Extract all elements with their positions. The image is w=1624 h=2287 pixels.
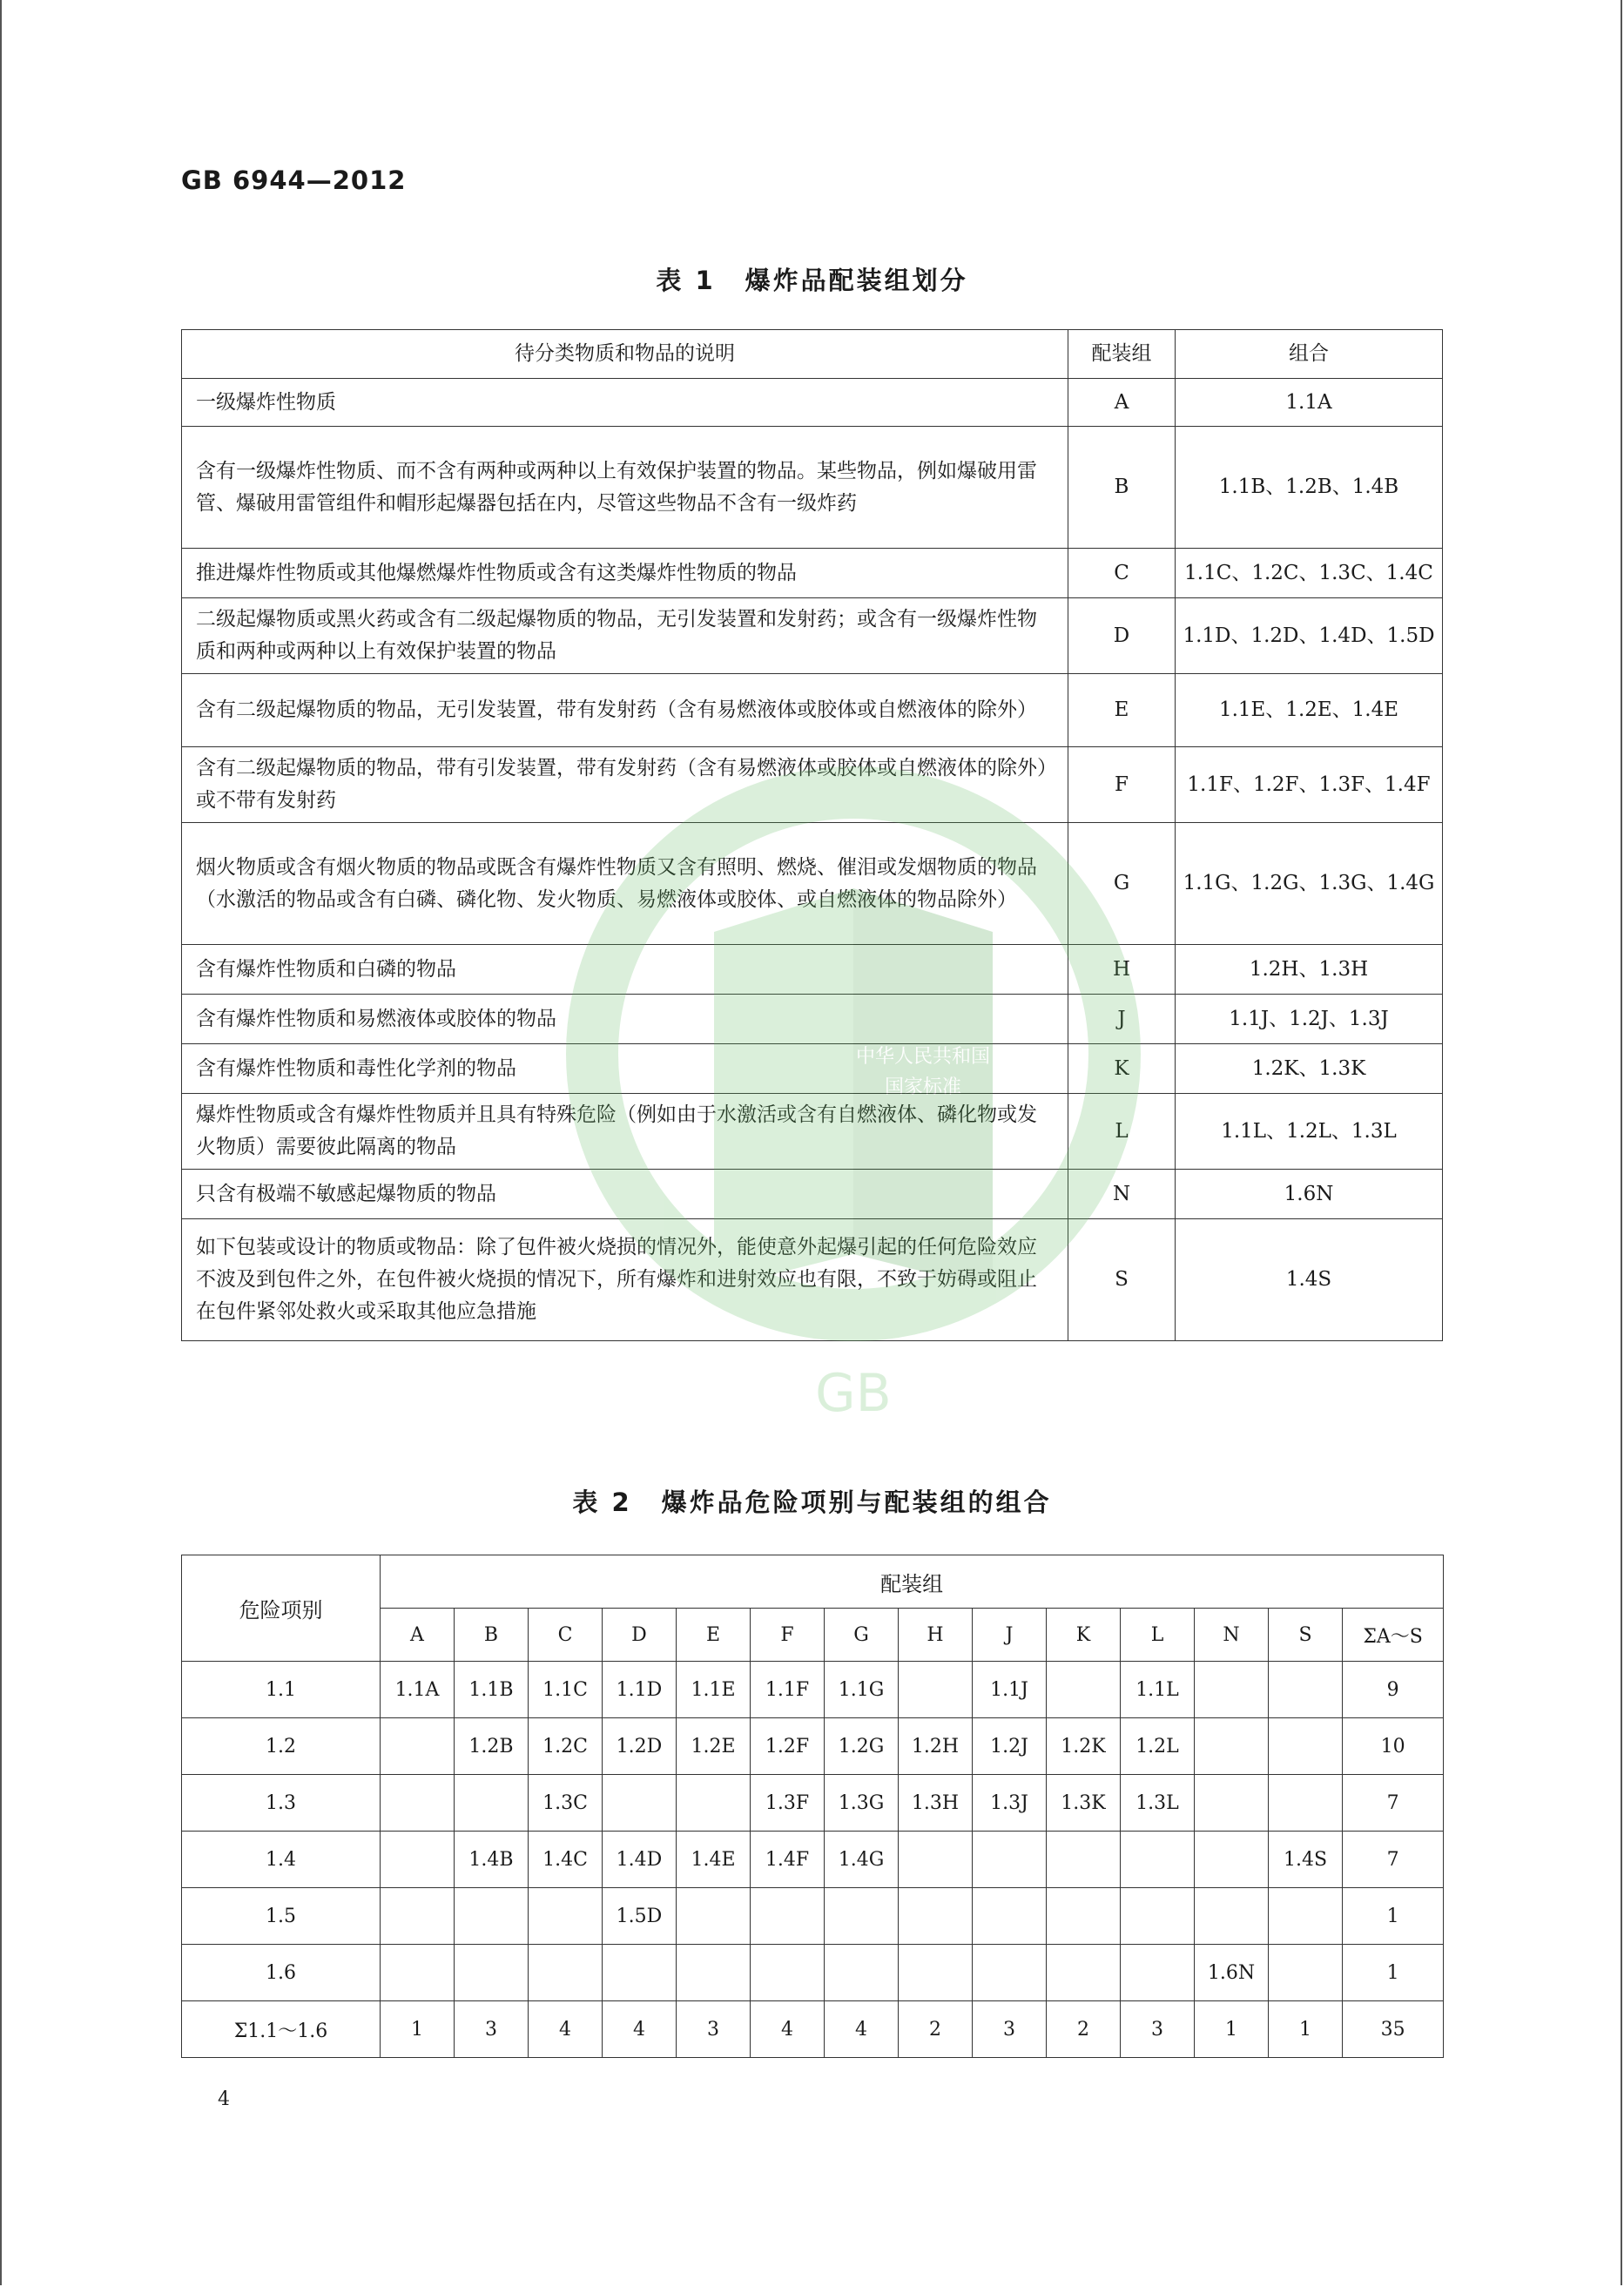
table1-group-cell: C [1068,549,1176,598]
table2-cell: 1.4D [603,1832,677,1888]
table2-cell: 1.4S [1269,1832,1343,1888]
table2-cell [381,1832,455,1888]
table2-row [182,1888,1444,1945]
table2-cell [1121,1832,1195,1888]
table2-cell [1195,1832,1269,1888]
table1-combination-cell: 1.1J、1.2J、1.3J [1176,995,1443,1044]
table2-column-header: H [899,1609,973,1662]
table2-cell [899,1662,973,1718]
table2-cell [677,1945,751,2001]
table2-cell: 3 [677,2001,751,2058]
table2-cell: 1.1E [677,1662,751,1718]
table1-header-combination: 组合 [1176,330,1443,379]
table1-group-cell: D [1068,598,1176,674]
table2-cell: 1.2B [455,1718,529,1775]
table2-row [182,1662,1444,1718]
table2-cell: 1 [1343,1945,1444,2001]
table2-cell [603,1775,677,1832]
table1-row [182,823,1443,945]
table2-cell [1121,1888,1195,1945]
table2-cell [381,1775,455,1832]
table2-cell [529,1945,603,2001]
table1-combination-cell: 1.1A [1176,379,1443,427]
table1-combination-cell: 1.1C、1.2C、1.3C、1.4C [1176,549,1443,598]
table2-column-header: A [381,1609,455,1662]
page-number: 4 [218,2088,230,2110]
table2-column-header: S [1269,1609,1343,1662]
table2-row [182,2001,1444,2058]
table1-header-row [182,330,1443,379]
table2-cell: 1.1A [381,1662,455,1718]
watermark-book-text-2: 国家标准 [884,1076,962,1098]
table1-row [182,945,1443,995]
table2-cell: 1.4E [677,1832,751,1888]
table2-cell [1269,1775,1343,1832]
table2-cell: 4 [603,2001,677,2058]
table2-cell: 1.2L [1121,1718,1195,1775]
table2-cell [751,1945,825,2001]
table1-group-cell: G [1068,823,1176,945]
table2-column-header: E [677,1609,751,1662]
table2-cell: 1.2J [973,1718,1047,1775]
table2-column-header: L [1121,1609,1195,1662]
table1-description-cell: 推进爆炸性物质或其他爆燃爆炸性物质或含有这类爆炸性物质的物品 [182,549,1068,598]
table2-column-header: F [751,1609,825,1662]
table2-cell [751,1888,825,1945]
table2-cell: 10 [1343,1718,1444,1775]
table2-cell [973,1945,1047,2001]
table2-cell: 1.2K [1047,1718,1121,1775]
table1-group-cell: B [1068,427,1176,549]
table2-cell [1195,1662,1269,1718]
table1-description-cell: 二级起爆物质或黑火药或含有二级起爆物质的物品，无引发装置和发射药；或含有一级爆炸性物质和两种或两种以上有效保护装置的物品 [182,598,1068,674]
table1-description-cell: 含有爆炸性物质和毒性化学剂的物品 [182,1044,1068,1094]
table2-cell: 1 [381,2001,455,2058]
table2-cell: 1.4C [529,1832,603,1888]
table2-cell [381,1945,455,2001]
hazard-division-combination-table [181,1555,1444,2058]
table2-cell: 7 [1343,1775,1444,1832]
table2-cell [1195,1718,1269,1775]
table2-cell [899,1888,973,1945]
table1-caption [0,261,1624,297]
table2-cell [899,1945,973,2001]
table1-description-cell: 一级爆炸性物质 [182,379,1068,427]
table2-caption [0,1483,1624,1519]
table2-cell: 1.3G [825,1775,899,1832]
table2-cell: 1.3J [973,1775,1047,1832]
table2-cell [1269,1718,1343,1775]
table2-header-compatibility-group: 配装组 [381,1555,1444,1609]
table2-header-row [182,1555,1444,1609]
table2-cell: 1.1B [455,1662,529,1718]
table2-division-label: 1.5 [182,1888,381,1945]
table2-cell: 1.6N [1195,1945,1269,2001]
table2-cell: 1.4F [751,1832,825,1888]
table2-division-label: 1.6 [182,1945,381,2001]
table2-cell: 3 [973,2001,1047,2058]
table1-combination-cell: 1.6N [1176,1170,1443,1219]
table1-combination-cell: 1.1L、1.2L、1.3L [1176,1094,1443,1170]
table2-division-label: 1.2 [182,1718,381,1775]
table2-cell: 1.2G [825,1718,899,1775]
table2-cell [1269,1888,1343,1945]
table2-cell: 1.1J [973,1662,1047,1718]
table1-group-cell: N [1068,1170,1176,1219]
table2-cell: 1.4B [455,1832,529,1888]
table2-cell: 4 [751,2001,825,2058]
table2-cell [1269,1945,1343,2001]
table1-group-cell: A [1068,379,1176,427]
table2-cell: 1 [1343,1888,1444,1945]
table2-cell [899,1832,973,1888]
table2-row [182,1718,1444,1775]
table2-division-label: 1.3 [182,1775,381,1832]
table1-description-cell: 烟火物质或含有烟火物质的物品或既含有爆炸性物质又含有照明、燃烧、催泪或发烟物质的物品（水激活的物品或含有白磷、磷化物、发火物质、易燃液体或胶体、或自燃液体的物品除外） [182,823,1068,945]
table2-cell: 3 [455,2001,529,2058]
table2-division-label: 1.4 [182,1832,381,1888]
table2-cell: 3 [1121,2001,1195,2058]
table1-header-group: 配装组 [1068,330,1176,379]
table2-cell: 1.2C [529,1718,603,1775]
table2-cell: 1.5D [603,1888,677,1945]
table2-cell [1047,1888,1121,1945]
table2-cell: 1 [1269,2001,1343,2058]
table2-cell: 1.1C [529,1662,603,1718]
table1-row [182,995,1443,1044]
table1-header-description: 待分类物质和物品的说明 [182,330,1068,379]
table1-group-cell: J [1068,995,1176,1044]
table2-cell: 1.1F [751,1662,825,1718]
table2-cell [1195,1888,1269,1945]
table2-cell [529,1888,603,1945]
table2-cell [455,1945,529,2001]
table2-cell [1047,1662,1121,1718]
table1-combination-cell: 1.1E、1.2E、1.4E [1176,674,1443,747]
table1-description-cell: 如下包装或设计的物质或物品：除了包件被火烧损的情况外，能使意外起爆引起的任何危险效应不波及到包件之外，在包件被火烧损的情况下，所有爆炸和进射效应也有限，不致于妨碍或阻止在包件紧邻处救火或采取其他应急措施 [182,1219,1068,1341]
table1-combination-cell: 1.2K、1.3K [1176,1044,1443,1094]
table2-cell [455,1775,529,1832]
standard-code: GB 6944—2012 [181,165,407,195]
table1-description-cell: 含有一级爆炸性物质、而不含有两种或两种以上有效保护装置的物品。某些物品，例如爆破用雷管、爆破用雷管组件和帽形起爆器包括在内，尽管这些物品不含有一级炸药 [182,427,1068,549]
table2-row [182,1832,1444,1888]
table2-header-hazard-division: 危险项别 [182,1555,381,1662]
table1-row [182,747,1443,823]
table2-cell [677,1888,751,1945]
table2-column-header: D [603,1609,677,1662]
table2-cell [973,1888,1047,1945]
table2-division-label: Σ1.1～1.6 [182,2001,381,2058]
table2-cell: 1.3H [899,1775,973,1832]
table2-cell: 7 [1343,1832,1444,1888]
table1-row [182,598,1443,674]
table2-cell: 1.2H [899,1718,973,1775]
table2-cell [973,1832,1047,1888]
table2-row [182,1775,1444,1832]
table2-cell: 1.1G [825,1662,899,1718]
table2-column-header: J [973,1609,1047,1662]
table1-combination-cell: 1.1G、1.2G、1.3G、1.4G [1176,823,1443,945]
table2-cell [455,1888,529,1945]
table2-cell: 1.4G [825,1832,899,1888]
table2-column-header: N [1195,1609,1269,1662]
table2-cell [603,1945,677,2001]
table1-description-cell: 含有二级起爆物质的物品，无引发装置，带有发射药（含有易燃液体或胶体或自燃液体的除外） [182,674,1068,747]
table1-combination-cell: 1.2H、1.3H [1176,945,1443,995]
table1-row [182,379,1443,427]
table2-cell: 1.2E [677,1718,751,1775]
table2-cell [381,1888,455,1945]
table1-row [182,1094,1443,1170]
table2-column-header: B [455,1609,529,1662]
table2-column-header: C [529,1609,603,1662]
table2-cell [825,1945,899,2001]
table2-cell: 35 [1343,2001,1444,2058]
table2-cell: 1.1L [1121,1662,1195,1718]
table2-cell [1047,1945,1121,2001]
table2-cell: 2 [899,2001,973,2058]
table2-cell: 1.3F [751,1775,825,1832]
table1-combination-cell: 1.1D、1.2D、1.4D、1.5D [1176,598,1443,674]
table1-group-cell: F [1068,747,1176,823]
table2-cell: 1 [1195,2001,1269,2058]
table2-cell [381,1718,455,1775]
table1-row [182,427,1443,549]
table1-group-cell: H [1068,945,1176,995]
table2-division-label: 1.1 [182,1662,381,1718]
table2-column-header: ΣA～S [1343,1609,1444,1662]
table1-combination-cell: 1.4S [1176,1219,1443,1341]
table1-combination-cell: 1.1F、1.2F、1.3F、1.4F [1176,747,1443,823]
table1-description-cell: 含有二级起爆物质的物品，带有引发装置，带有发射药（含有易燃液体或胶体或自燃液体的除外）或不带有发射药 [182,747,1068,823]
table1-group-cell: E [1068,674,1176,747]
table2-cell: 1.2D [603,1718,677,1775]
table1-group-cell: K [1068,1044,1176,1094]
table2-cell: 1.1D [603,1662,677,1718]
watermark-book-text-1: 中华人民共和国 [855,1046,991,1068]
table1-description-cell: 含有爆炸性物质和易燃液体或胶体的物品 [182,995,1068,1044]
table2-cell [825,1888,899,1945]
table2-caption-title: 爆炸品危险项别与配装组的组合 [661,1488,1052,1517]
watermark-gb-text: GB [815,1363,892,1424]
table2-cell [1195,1775,1269,1832]
table2-cell: 1.3K [1047,1775,1121,1832]
explosive-compatibility-group-table [181,329,1443,1341]
table2-cell: 4 [825,2001,899,2058]
table1-description-cell: 爆炸性物质或含有爆炸性物质并且具有特殊危险（例如由于水激活或含有自燃液体、磷化物或发火物质）需要彼此隔离的物品 [182,1094,1068,1170]
table1-combination-cell: 1.1B、1.2B、1.4B [1176,427,1443,549]
table2-caption-number: 表 2 [572,1488,632,1517]
table1-row [182,549,1443,598]
table1-row [182,1044,1443,1094]
table2-cell: 9 [1343,1662,1444,1718]
table1-caption-number: 表 1 [656,266,716,295]
table2-cell: 1.2F [751,1718,825,1775]
table2-cell [677,1775,751,1832]
table1-row [182,1170,1443,1219]
table2-cell: 1.3L [1121,1775,1195,1832]
table1-caption-title: 爆炸品配装组划分 [745,266,968,295]
table2-cell: 4 [529,2001,603,2058]
table1-description-cell: 只含有极端不敏感起爆物质的物品 [182,1170,1068,1219]
table1-description-cell: 含有爆炸性物质和白磷的物品 [182,945,1068,995]
table2-column-header: G [825,1609,899,1662]
table1-row [182,1219,1443,1341]
table2-cell: 2 [1047,2001,1121,2058]
table1-group-cell: S [1068,1219,1176,1341]
table2-cell [1047,1832,1121,1888]
table2-cell: 1.3C [529,1775,603,1832]
table1-row [182,674,1443,747]
table2-cell [1269,1662,1343,1718]
table2-column-header: K [1047,1609,1121,1662]
table2-cell [1121,1945,1195,2001]
table2-row [182,1945,1444,2001]
table1-group-cell: L [1068,1094,1176,1170]
